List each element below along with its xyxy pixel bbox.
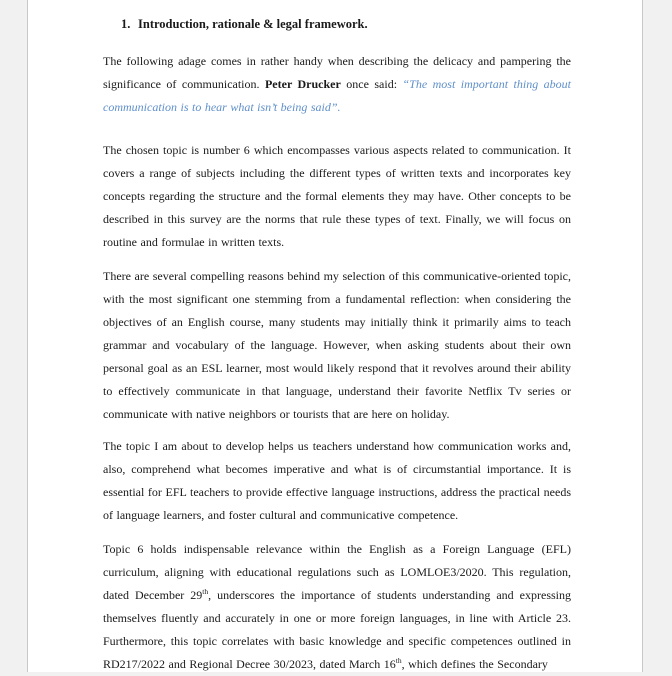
paragraph (103, 538, 571, 676)
quote-text: “The most important thing about communication is to hear what isn’t being said”. (103, 77, 571, 114)
body-text: Topic 6 holds indispensable relevance within the English as a Foreign Language (EFL) curriculum, aligning with educational regulations such as LOMLOE3/2020. This regulation, dated December 29 (103, 542, 571, 602)
paragraph (103, 139, 571, 254)
body-text: once said: (340, 77, 403, 91)
paragraph (103, 435, 571, 527)
paragraph (103, 265, 571, 426)
body-text: , which defines the Secondary (401, 657, 548, 671)
superscript-ordinal: th (395, 656, 402, 665)
body-text: The chosen topic is number 6 which encompasses various aspects related to communication. It covers a range of subjects including the different types of written texts and incorporates key concepts regarding the structure and the formal elements they may have. Other concepts to be described in this survey are the norms that rule these types of text. Finally, we will focus on routine and formulae in written texts. (103, 143, 571, 249)
paragraph (103, 50, 571, 119)
body-text: , underscores the importance of students understanding and expressing themselves fluently and accurately in one or more foreign languages, in line with Article 23. Furthermore, this topic correlates with basic knowledge and specific competences outlined in RD217/2022 and Regional Decree 30/2023, dated March 16 (103, 588, 571, 671)
paragraphs-container (103, 50, 571, 676)
superscript-ordinal: th (202, 587, 209, 596)
bold-text: Peter Drucker (264, 77, 341, 91)
section-heading-title: Introduction, rationale & legal framework. (138, 17, 368, 31)
section-heading-number: 1. (121, 17, 131, 31)
body-text: There are several compelling reasons behind my selection of this communicative-oriented topic, with the most significant one stemming from a fundamental reflection: when considering the objectives of an English course, many students may initially think it primarily aims to teach grammar and vocabulary of the language. However, when asking students about their own personal goal as an ESL learner, most would likely respond that it revolves around their ability to effectively communicate in that language, understand their favorite Netflix Tv series or communicate with native neighbors or tourists that are here on holiday. (103, 269, 571, 421)
section-heading (121, 13, 571, 36)
body-text: The topic I am about to develop helps us teachers understand how communication works and, also, comprehend what becomes imperative and what is of circumstantial importance. It is essential for EFL teachers to provide effective language instructions, address the practical needs of language learners, and foster cultural and communicative competence. (103, 439, 571, 522)
page-content (28, 0, 642, 676)
body-text: The following adage comes in rather handy when describing the delicacy and pampering the significance of communication. (103, 54, 571, 91)
document-page (27, 0, 643, 672)
